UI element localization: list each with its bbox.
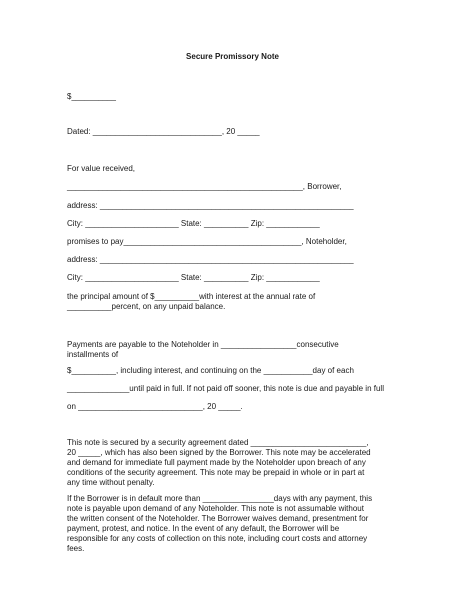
payments-line: Payments are payable to the Noteholder in _________________consecutive <box>67 340 339 349</box>
until-paid-line: ______________until paid in full. If not paid off sooner, this note is due and payable in full <box>67 384 384 393</box>
promises-to-pay-line: promises to pay________________________________________, Noteholder, <box>67 237 347 246</box>
interest-rate-line: __________percent, on any unpaid balance. <box>67 302 226 311</box>
installments-line: installments of <box>67 350 119 359</box>
noteholder-city-line: City: _____________________ State: __________ Zip: ____________ <box>67 273 320 282</box>
document-title: Secure Promissory Note <box>186 52 279 61</box>
noteholder-address-line: address: _________________________________________________________ <box>67 255 354 264</box>
security-agreement-paragraph: This note is secured by a security agreement dated __________________________, 20 _____, which has also been signed by the Borrower. This note may be accelerated and demand for immediate full payment made by the Noteholder upon breach of any conditions of the security agreement. This note may be prepaid in whole or in part at any time without penalty. <box>67 438 371 487</box>
amount-line: $__________ <box>67 92 116 101</box>
value-received-text: For value received, <box>67 164 136 173</box>
dated-line: Dated: _____________________________, 20 _____ <box>67 127 260 136</box>
including-interest-line: $__________, including interest, and continuing on the ___________day of each <box>67 366 354 375</box>
borrower-address-line: address: _________________________________________________________ <box>67 201 354 210</box>
due-date-line: on ____________________________, 20 _____. <box>67 402 243 411</box>
default-terms-paragraph: If the Borrower is in default more than ________________days with any payment, this note is payable upon demand of any Noteholder. This note is not assumable without the written consent of the Noteholder. The Borrower waives demand, presentment for payment, protest, and notice. In the event of any default, the Borrower will be responsible for any costs of collection on this note, including court costs and attorney fees. <box>67 494 373 553</box>
borrower-line: _____________________________________________________, Borrower, <box>67 182 342 191</box>
borrower-city-line: City: _____________________ State: __________ Zip: ____________ <box>67 219 320 228</box>
principal-amount-line: the principal amount of $__________with interest at the annual rate of <box>67 292 316 301</box>
